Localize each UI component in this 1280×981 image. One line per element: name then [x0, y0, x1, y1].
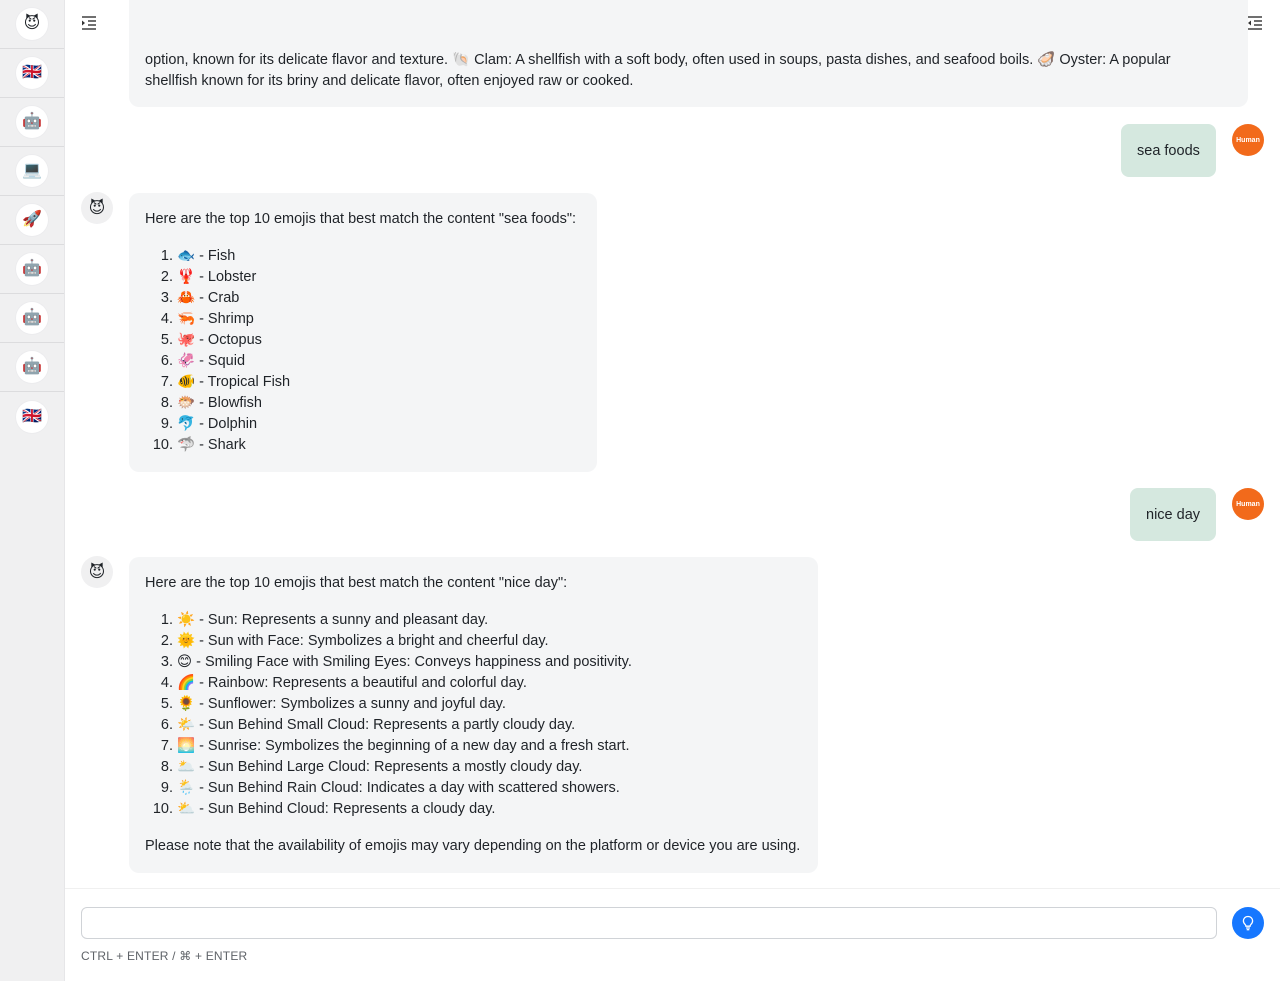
toggle-sidebar-button[interactable] — [80, 14, 98, 32]
robot-icon: 🤖 — [16, 253, 48, 285]
list-item: 1. 🐟 - Fish — [177, 246, 581, 267]
lobster-icon: 🦞 — [177, 269, 196, 285]
shark-icon: 🦈 — [177, 437, 196, 453]
message-input[interactable] — [81, 907, 1217, 939]
bot-message — [129, 557, 818, 873]
sun-with-face-icon: 🌞 — [177, 633, 196, 649]
bot-avatar — [81, 556, 113, 588]
user-message — [1130, 488, 1216, 541]
blowfish-icon: 🐡 — [177, 395, 196, 411]
tropical-fish-icon: 🐠 — [177, 374, 196, 390]
rocket-icon: 🚀 — [16, 204, 48, 236]
sunrise-icon: 🌅 — [177, 738, 196, 754]
sidebar-item-uk-flag[interactable] — [0, 392, 64, 441]
sun-rain-cloud-icon: 🌦️ — [177, 780, 196, 796]
list-item: 7. 🐠 - Tropical Fish — [177, 372, 581, 393]
sun-small-cloud-icon: 🌤️ — [177, 717, 196, 733]
menu-indent-icon — [80, 14, 98, 32]
message-text: option, known for its delicate flavor and texture. 🐚 Clam: A shellfish with a soft body, often used in soups, pasta dishes, and seafood boils. 🦪 Oyster: A popular — [145, 52, 1171, 68]
sun-icon: ☀️ — [177, 612, 196, 628]
sidebar-item-robot[interactable] — [0, 245, 64, 294]
user-message — [1121, 124, 1216, 177]
list-item: 10. ⛅ - Sun Behind Cloud: Represents a cloudy day. — [177, 799, 802, 820]
sidebar-item-robot[interactable] — [0, 98, 64, 147]
devil-icon: 😈 — [88, 200, 106, 217]
octopus-icon: 🐙 — [177, 332, 196, 348]
user-message-text: sea foods — [1137, 142, 1200, 159]
uk-flag-icon: 🇬🇧 — [16, 401, 48, 433]
sunflower-icon: 🌻 — [177, 696, 196, 712]
crab-icon: 🦀 — [177, 290, 196, 306]
robot-icon: 🤖 — [16, 106, 48, 138]
list-item: 9. 🌦️ - Sun Behind Rain Cloud: Indicates a day with scattered showers. — [177, 778, 802, 799]
toggle-panel-button[interactable] — [1246, 14, 1264, 32]
list-item: 8. 🌥️ - Sun Behind Large Cloud: Represents a mostly cloudy day. — [177, 757, 802, 778]
sidebar-item-devil[interactable] — [0, 0, 64, 49]
robot-icon: 🤖 — [16, 351, 48, 383]
list-item: 3. 😊 - Smiling Face with Smiling Eyes: Conveys happiness and positivity. — [177, 652, 802, 673]
list-item: 10. 🦈 - Shark — [177, 435, 581, 456]
sidebar-item-uk-flag[interactable] — [0, 49, 64, 98]
message-intro: Here are the top 10 emojis that best match the content "nice day": — [145, 575, 568, 591]
list-item: 4. 🦐 - Shrimp — [177, 309, 581, 330]
list-item: 6. 🌤️ - Sun Behind Small Cloud: Represents a partly cloudy day. — [177, 715, 802, 736]
sidebar — [0, 0, 65, 981]
composer — [65, 888, 1280, 981]
user-avatar: Human — [1232, 488, 1264, 520]
list-item: 5. 🌻 - Sunflower: Symbolizes a sunny and joyful day. — [177, 694, 802, 715]
emoji-list — [177, 246, 581, 456]
squid-icon: 🦑 — [177, 353, 196, 369]
message-intro: Here are the top 10 emojis that best match the content "sea foods": — [145, 211, 577, 227]
smiling-face-icon: 😊 — [177, 654, 193, 670]
list-item: 4. 🌈 - Rainbow: Represents a beautiful and colorful day. — [177, 673, 802, 694]
sidebar-item-robot[interactable] — [0, 294, 64, 343]
uk-flag-icon: 🇬🇧 — [16, 57, 48, 89]
sidebar-item-robot[interactable] — [0, 343, 64, 392]
list-item: 8. 🐡 - Blowfish — [177, 393, 581, 414]
list-item: 2. 🌞 - Sun with Face: Symbolizes a bright and cheerful day. — [177, 631, 802, 652]
fish-icon: 🐟 — [177, 248, 196, 264]
sidebar-item-rocket[interactable] — [0, 196, 64, 245]
list-item: 2. 🦞 - Lobster — [177, 267, 581, 288]
sun-cloud-icon: ⛅ — [177, 801, 196, 817]
list-item: 6. 🦑 - Squid — [177, 351, 581, 372]
bot-avatar — [81, 192, 113, 224]
shrimp-icon: 🦐 — [177, 311, 196, 327]
list-item: 5. 🐙 - Octopus — [177, 330, 581, 351]
devil-icon: 😈 — [88, 564, 106, 581]
robot-icon: 🤖 — [16, 302, 48, 334]
message-text: shellfish known for its briny and delicate flavor, often enjoyed raw or cooked. — [145, 73, 634, 89]
list-item: 7. 🌅 - Sunrise: Symbolizes the beginning of a new day and a fresh start. — [177, 736, 802, 757]
user-avatar: Human — [1232, 124, 1264, 156]
suggest-button[interactable] — [1232, 907, 1264, 939]
menu-outdent-icon — [1246, 14, 1264, 32]
rainbow-icon: 🌈 — [177, 675, 196, 691]
emoji-list — [177, 610, 802, 820]
lightbulb-icon — [1240, 915, 1256, 931]
devil-icon: 😈 — [16, 8, 48, 40]
sun-large-cloud-icon: 🌥️ — [177, 759, 196, 775]
list-item: 3. 🦀 - Crab — [177, 288, 581, 309]
message-note: Please note that the availability of emojis may vary depending on the platform or device you are using. — [145, 838, 801, 854]
bot-message — [129, 193, 597, 472]
chat-area — [65, 0, 1280, 888]
shortcut-hint: CTRL + ENTER / ⌘ + ENTER — [81, 949, 248, 963]
bot-message — [129, 0, 1248, 107]
user-message-text: nice day — [1146, 506, 1201, 523]
sidebar-item-laptop[interactable] — [0, 147, 64, 196]
list-item: 9. 🐬 - Dolphin — [177, 414, 581, 435]
list-item: 1. ☀️ - Sun: Represents a sunny and pleasant day. — [177, 610, 802, 631]
laptop-icon: 💻 — [16, 155, 48, 187]
dolphin-icon: 🐬 — [177, 416, 196, 432]
